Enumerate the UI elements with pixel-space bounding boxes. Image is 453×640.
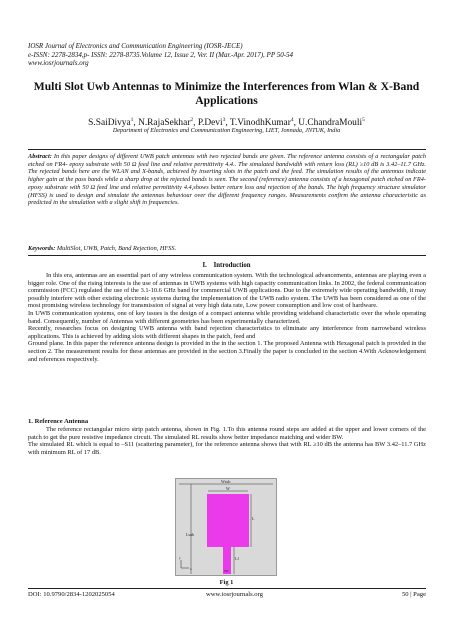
author-name: N.RajaSekhar <box>138 118 191 129</box>
journal-url[interactable]: www.iosrjournals.org <box>28 59 89 68</box>
abstract <box>28 153 426 207</box>
paragraph: In this era, antennas are an essential part of any wireless communication system. With the technological advancements, antennas are playing even a bigger role. One of the rising interests is the use of antennas in UWB systems with high capacity communication links. In 2002, the federal communication commission (FCC) regulated the use of the 3.1-10.6 GHz band for commercial UWB applications. Due to the extremely wide operating bandwidth, it may possibly interfere with other existing electronic systems during the implementation of the UWB radio system. The UWB has been considered as one of the most promising wireless technology for transmission of signal at very high data rate, Low power consumption and low cost of hardware. <box>28 272 426 310</box>
w-label: W <box>226 486 230 491</box>
subsection-heading: 1. Reference Antenna <box>28 418 89 425</box>
footer-url[interactable]: www.iosrjournals.org <box>206 591 263 598</box>
divider <box>28 255 426 256</box>
wsub-label: Wsub <box>221 479 231 484</box>
paragraph: The simulated RL which is equal to –S11 (scattering parameter), for the reference antenna shows that with RL ≥10 dB the antenna has BW 3.42–11.7 GHz with minimum RL of 17 dB. <box>28 441 426 456</box>
figure-caption: Fig 1 <box>219 579 234 586</box>
journal-name: IOSR Journal of Electronics and Communication Engineering (IOSR-JECE) <box>28 42 243 50</box>
affiliation: Department of Electronics and Communication Engineering, LIET, Jonnada, JNTUK, India <box>112 127 341 134</box>
antenna-figure <box>175 478 277 576</box>
paper-title: Multi Slot Uwb Antennas to Minimize the Interferences from Wlan & X-Band Applications <box>33 80 420 107</box>
radiating-patch <box>207 494 249 547</box>
paragraph: Recently, researches focus on designing UWB antenna with band rejection characteristics to eliminate any interference from narrowband wireless applications. This is achieved by adding slots with different shapes in the patch, feed and <box>28 325 426 340</box>
author-name: S.SaiDivya <box>88 118 131 129</box>
keywords-label: Keywords: <box>28 245 56 252</box>
lsub-label: Lsub <box>186 532 194 537</box>
abstract-text: In this paper designs of different UWB patch antennas with two rejected bands are given. The reference antenna consists of a rectangular patch etched on FR4- epoxy substrate with 50 Ω feed line and relative permittivity 4.4.. The simulated bandwidth with return loss (RL) ≥10 dB is 3.42–11.7 GHz. The rejected bands here are the WLAN and X-bands, achieved by inserting slots in the patch and the feed. The simulation results of the antennas indicate higher gain at the pass bands while a sharp drop at the rejected bands is seen. The second (reference) antenna consists of a hexagonal patch etched on FR4- epoxy substrate with 50 Ω feed line and relative permittivity 4.4,shows better return loss and rejection of the bands. The high frequency structure simulator (HFSS) is used to design and simulate the antennas behaviour over the different frequency ranges. Measurements confirm the antenna characteristic as predicted in the simulation with a slight shift in frequencies. <box>28 153 426 207</box>
y-axis-label: y <box>179 556 181 560</box>
keywords <box>28 245 426 253</box>
keywords-text: MultiSlot, UWB, Patch, Band Rejection, HFSS. <box>56 245 177 252</box>
x-axis-label: x <box>190 567 192 571</box>
author-list: S.SaiDivya$^1$, N.RajaSekhar$^2$, P.Devi$^3$, T.VinodhKumar$^4$, U.ChandraMouli$^5$ <box>88 117 365 129</box>
divider <box>28 149 426 150</box>
journal-header <box>28 42 428 68</box>
paragraph: In UWB communication systems, one of key issues is the design of a compact antenna while providing wideband characteristic over the whole operating band. Consequently, number of Antennas with different geometries has been experimentally characterized. <box>28 309 426 325</box>
author-name: T.VinodhKumar <box>229 118 291 129</box>
footer-divider <box>28 588 426 589</box>
paragraph: Ground plane. In this paper the reference antenna design is provided in the in the section 1. The proposed Antenna with Hexagonal patch is provided in the section 2. The measurement results for these antennas are provided in the section 3.Finally the paper is concluded in the section 4.With Acknowledgement and references respectively. <box>28 340 426 363</box>
journal-issn: e-ISSN: 2278-2834,p- ISSN: 2278-8735.Volume 12, Issue 2, Ver. II (Mar.-Apr. 2017), PP 50-54 <box>28 50 294 59</box>
doi: DOI: 10.9790/2834-1202025054 <box>28 591 115 598</box>
abstract-label: Abstract: <box>28 153 52 160</box>
l-label: L <box>252 516 255 521</box>
paragraph: The reference rectangular micro strip patch antenna, shown in Fig. 1.To this antenna round steps are added at the upper and lower corners of the patch to get the pure resistive impedance circuit. The simulated RL results show better impedance matching and wider BW. <box>28 426 426 441</box>
author-name: U.ChandraMouli <box>298 118 363 129</box>
wf-label: Wf <box>224 569 229 573</box>
author-name: P.Devi <box>197 118 223 129</box>
intro-text <box>28 272 426 363</box>
page-number: 50 | Page <box>401 591 426 598</box>
section-heading: I. Introduction <box>202 262 251 269</box>
antenna-diagram <box>175 478 277 576</box>
lf-label: Lf <box>235 556 239 561</box>
reference-text <box>28 426 426 456</box>
